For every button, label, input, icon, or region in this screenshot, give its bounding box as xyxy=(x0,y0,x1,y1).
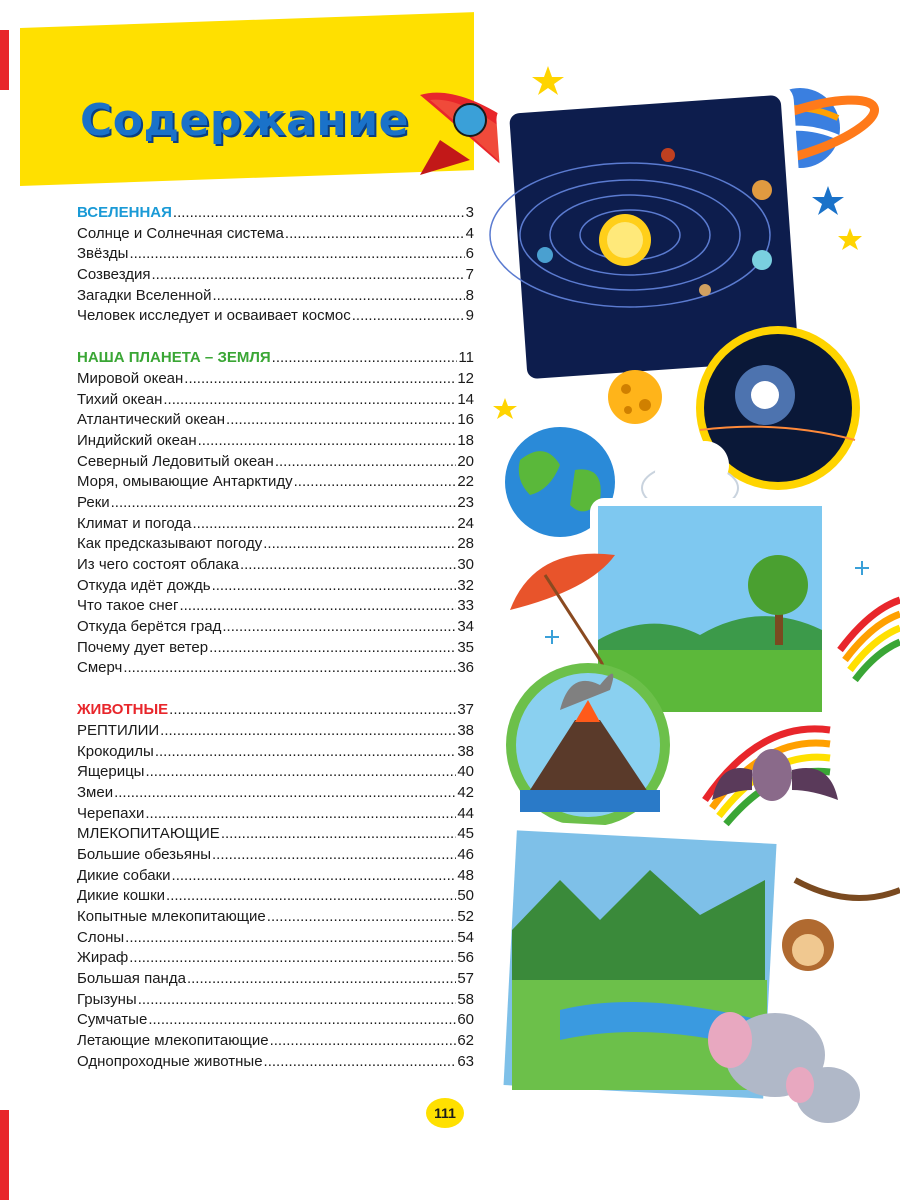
toc-entry-page: 3 xyxy=(465,204,474,221)
toc-entry-title: Дикие собаки xyxy=(77,866,171,884)
toc-entry-title: Климат и погода xyxy=(77,514,192,532)
toc-entry-page: 44 xyxy=(457,804,474,822)
toc-entry-page: 8 xyxy=(465,286,474,304)
toc-entry-page: 18 xyxy=(457,431,474,449)
toc-entry-title: Как предсказывают погоду xyxy=(77,535,263,553)
toc-entry-title: Атлантический океан xyxy=(77,411,226,429)
toc-entry-title: Копытные млекопитающие xyxy=(77,908,266,925)
star-icon xyxy=(812,186,844,215)
toc-entry-page: 54 xyxy=(457,928,474,946)
toc-entry-title: ЖИВОТНЫЕ xyxy=(77,701,169,719)
toc-entry-title: Солнце и Солнечная система xyxy=(77,224,284,242)
toc-entry-page: 63 xyxy=(457,1052,474,1070)
toc-entry-title: Северный Ледовитый океан xyxy=(77,452,274,470)
toc-entry-title: Большие обезьяны xyxy=(77,845,212,863)
page-title: Содержание xyxy=(80,95,409,146)
toc-entry-page: 50 xyxy=(457,887,474,905)
toc-entry-title: МЛЕКОПИТАЮЩИЕ xyxy=(77,825,220,843)
toc-entry-page: 4 xyxy=(465,224,474,242)
toc-entry-page: 48 xyxy=(457,866,474,884)
toc-entry-page: 52 xyxy=(457,908,474,925)
toc-entry-title: Слоны xyxy=(77,928,125,946)
toc-entry-page: 33 xyxy=(457,597,474,615)
toc-entry-page: 24 xyxy=(457,514,474,532)
toc-entry-title: Что такое снег xyxy=(77,597,179,615)
toc-entry-page: 7 xyxy=(465,266,474,284)
toc-entry-title: Однопроходные животные xyxy=(77,1052,263,1070)
toc-entry-title: Сумчатые xyxy=(77,1011,148,1029)
toc-entry-page: 16 xyxy=(457,411,474,429)
toc-entry-page: 36 xyxy=(457,659,474,677)
toc-entry-title: Ящерицы xyxy=(77,763,145,781)
toc-entry-page: 45 xyxy=(457,825,474,843)
toc-entry-page: 32 xyxy=(457,576,474,594)
toc-entry-title: Реки xyxy=(77,493,110,511)
toc-entry-title: Из чего состоят облака xyxy=(77,556,239,573)
toc-entry-title: Моря, омывающие Антарктиду xyxy=(77,473,293,491)
toc-entry-page: 62 xyxy=(457,1032,474,1050)
toc-entry-page: 37 xyxy=(457,701,474,719)
toc-entry-title: Жираф xyxy=(77,949,129,967)
toc-entry-page: 11 xyxy=(458,349,474,367)
toc-entry-page: 60 xyxy=(457,1011,474,1029)
toc-entry-page: 34 xyxy=(457,618,474,636)
toc-entry-title: РЕПТИЛИИ xyxy=(77,721,160,739)
toc-entry-title: Грызуны xyxy=(77,990,137,1008)
toc-entry-title: Змеи xyxy=(77,783,114,801)
toc-entry-page: 14 xyxy=(457,390,474,408)
toc-entry-title: Мировой океан xyxy=(77,369,184,387)
toc-entry-title: Почему дует ветер xyxy=(77,638,209,656)
toc-entry-page: 58 xyxy=(457,990,474,1008)
toc-entry-page: 42 xyxy=(457,783,474,801)
toc-entry-title: Звёзды xyxy=(77,245,129,263)
toc-entry-page: 30 xyxy=(457,556,474,573)
toc-entry-title: Большая панда xyxy=(77,970,186,988)
toc-entry-page: 46 xyxy=(457,845,474,863)
toc-entry-title: Дикие кошки xyxy=(77,887,166,905)
toc-entry-page: 57 xyxy=(457,970,474,988)
moon-icon xyxy=(608,370,662,424)
toc-entry-page: 38 xyxy=(457,742,474,760)
toc-entry-title: Откуда идёт дождь xyxy=(77,576,211,594)
toc-entry-title: Смерч xyxy=(77,659,123,677)
toc-entry-title: Человек исследует и осваивает космос xyxy=(77,307,351,325)
toc-entry-page: 38 xyxy=(457,721,474,739)
toc-entry-title: ВСЕЛЕННАЯ xyxy=(77,204,172,221)
toc-entry-page: 9 xyxy=(465,307,474,325)
volcano-picture xyxy=(506,663,670,827)
toc-entry-title: Индийский океан xyxy=(77,431,197,449)
toc-entry-page: 56 xyxy=(457,949,474,967)
toc-entry-page: 35 xyxy=(457,638,474,656)
monkey-icon xyxy=(782,880,900,971)
toc-entry-title: Откуда берётся град xyxy=(77,618,222,636)
toc-entry-page: 23 xyxy=(457,493,474,511)
toc-entry-page: 40 xyxy=(457,763,474,781)
toc-entry-title: Созвездия xyxy=(77,266,151,284)
toc-entry-title: Крокодилы xyxy=(77,742,154,760)
toc-entry-title: Тихий океан xyxy=(77,390,163,408)
toc-entry-title: НАША ПЛАНЕТА – ЗЕМЛЯ xyxy=(77,349,271,367)
toc-entry-page: 12 xyxy=(457,369,474,387)
page-number: 111 xyxy=(426,1098,464,1128)
toc-entry-page: 22 xyxy=(457,473,474,491)
toc-entry-page: 6 xyxy=(465,245,474,263)
toc-entry-title: Черепахи xyxy=(77,804,145,822)
toc-entry-title: Летающие млекопитающие xyxy=(77,1032,269,1050)
toc-entry-title: Загадки Вселенной xyxy=(77,286,212,304)
toc-entry-page: 20 xyxy=(457,452,474,470)
toc-entry-page: 28 xyxy=(457,535,474,553)
